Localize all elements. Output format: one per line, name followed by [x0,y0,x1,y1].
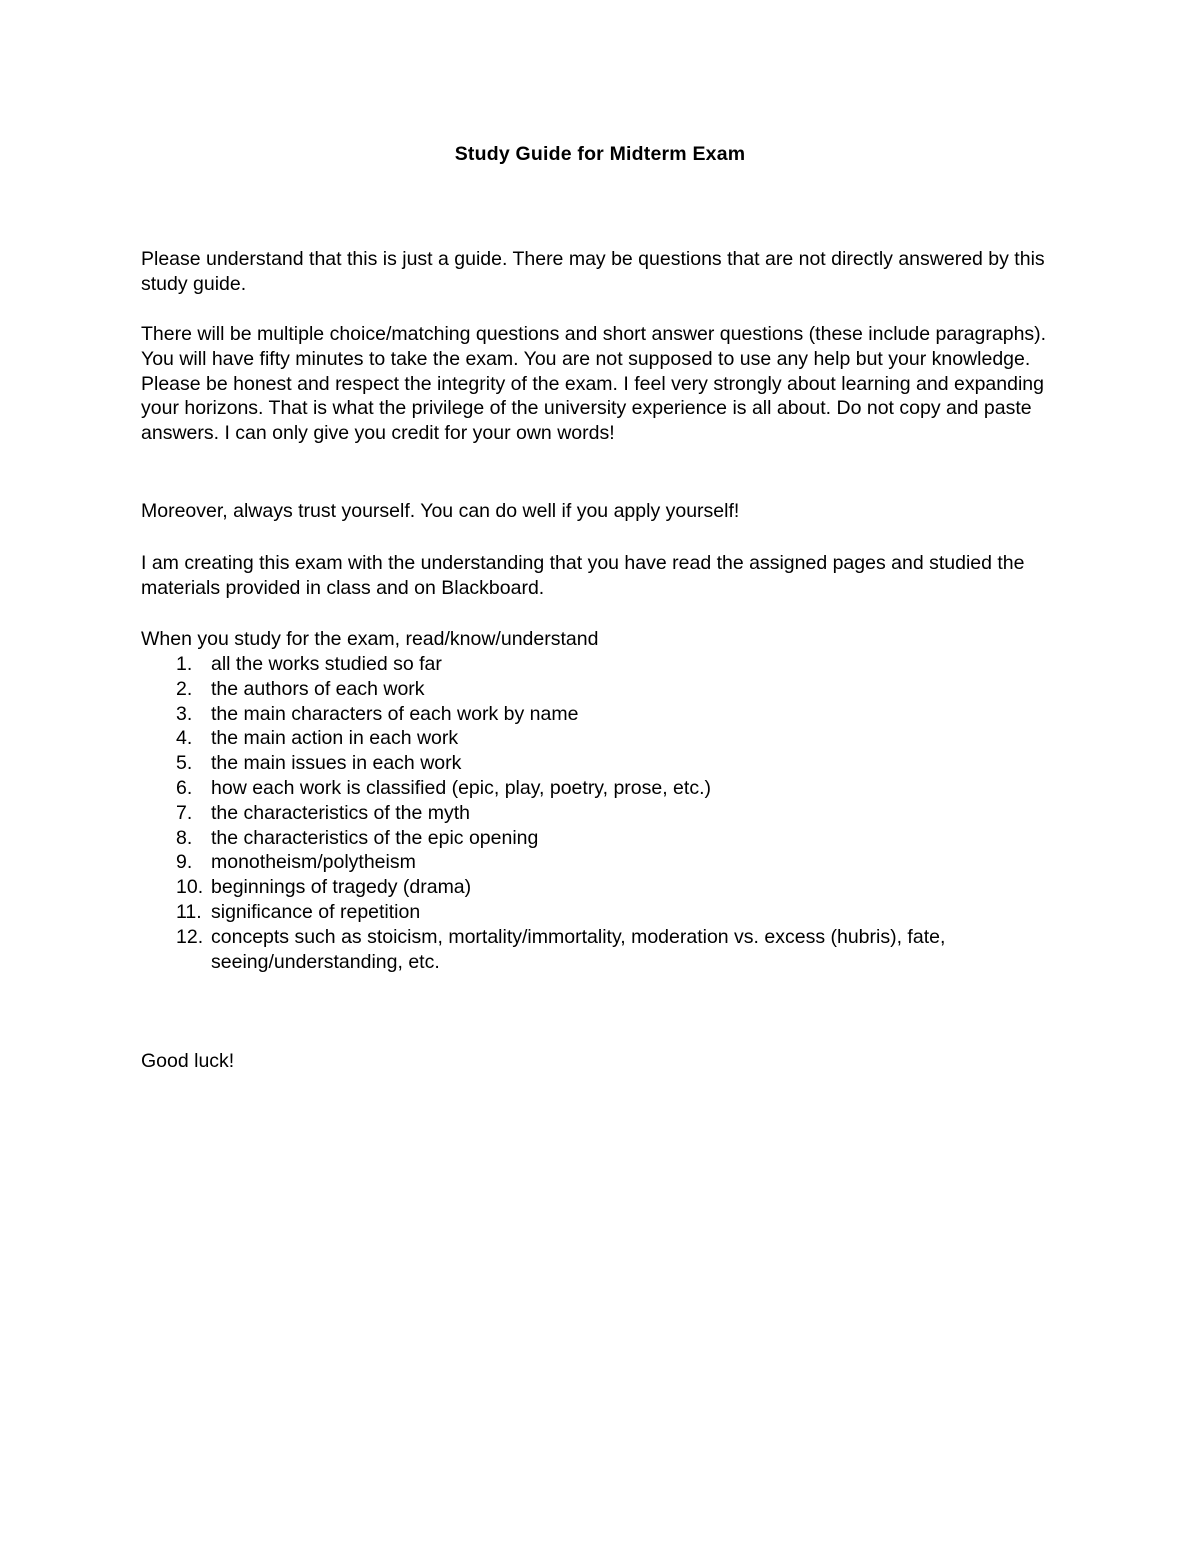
list-item [141,726,1071,751]
assumption-paragraph: I am creating this exam with the understanding that you have read the assigned pages and studied the materials provided in class and on Blackboard. [141,552,1025,599]
list-item [141,702,1071,727]
intro-paragraph: Please understand that this is just a guide. There may be questions that are not directly answered by this study guide. [141,248,1045,295]
encouragement-paragraph: Moreover, always trust yourself. You can do well if you apply yourself! [141,500,740,522]
list-item [141,925,1071,975]
list-item-text: how each work is classified (epic, play, poetry, prose, etc.) [211,776,711,799]
list-item-number: 12. [176,925,204,948]
list-item-text: beginnings of tragedy (drama) [211,876,472,899]
list-item-text: concepts such as stoicism, mortality/immortality, moderation vs. excess (hubris), fate, seeing/understanding, etc. [211,925,946,973]
list-item-number: 3. [176,702,193,725]
list-item-text: significance of repetition [211,900,421,923]
list-item-number: 6. [176,776,193,799]
list-item-text: all the works studied so far [211,653,442,675]
list-item-text: the main action in each work [211,727,459,750]
list-item-number: 10. [176,876,204,899]
list-item-number: 8. [176,826,193,849]
list-item-number: 4. [176,727,193,750]
list-item [141,875,1071,900]
list-item-number: 7. [176,801,193,824]
list-item [141,900,1071,925]
list-item [141,677,1071,702]
list-intro: When you study for the exam, read/know/understand [141,628,599,650]
list-item-number: 11. [176,900,202,923]
list-item-text: the authors of each work [211,677,425,700]
list-item-text: the main characters of each work by name [211,702,579,725]
list-item [141,652,1071,677]
list-item-number: 1. [176,653,193,675]
list-item [141,826,1071,851]
list-item [141,751,1071,776]
list-item-number: 9. [176,851,193,874]
list-item-text: the main issues in each work [211,752,462,775]
list-item-number: 5. [176,752,193,775]
list-item-text: the characteristics of the epic opening [211,826,539,849]
study-topics-list [141,652,1071,974]
closing-text: Good luck! [141,1050,235,1072]
exam-rules-paragraph: There will be multiple choice/matching questions and short answer questions (these include paragraphs). You will have fifty minutes to take the exam. You are not supposed to use any help but your knowledge. Please be honest and respect the integrity of the exam. I feel very strongly about learning and expanding your horizons. That is what the privilege of the university experience is all about. Do not copy and paste answers. I can only give you credit for your own words! [141,323,1047,445]
list-item-number: 2. [176,677,193,700]
list-item [141,850,1071,875]
list-item-text: monotheism/polytheism [211,851,416,874]
list-item [141,801,1071,826]
list-item-text: the characteristics of the myth [211,801,471,824]
document-title: Study Guide for Midterm Exam [454,143,746,165]
list-item [141,776,1071,801]
